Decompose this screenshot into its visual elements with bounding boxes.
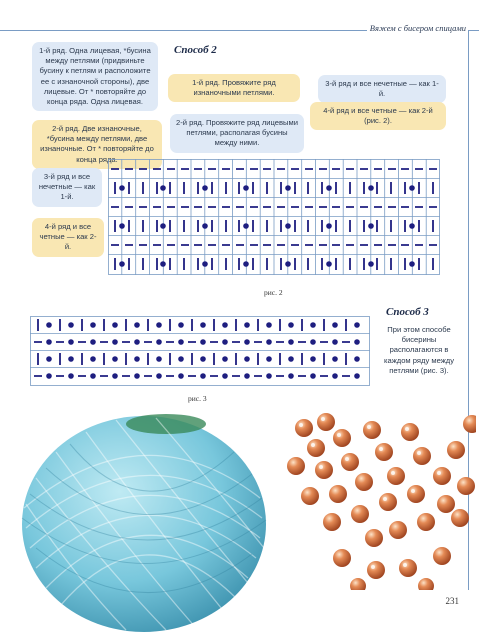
figure-2-caption: рис. 2 [264,288,283,297]
method2-row2: 2-й ряд. Провяжите ряд лицевыми петлями, располагая бусины между ними. [170,114,304,153]
note-row-2: 2-й ряд. Две изнаночные, *бусина между петлями, две изнаночные. От * повторяйте до конца ряда. [32,120,162,169]
yarn-ball-image [16,408,272,634]
grid-label-even: 4-й ряд и все четные — как 2-й. [32,218,104,257]
beads-image [276,410,476,590]
running-header: Вяжем с бисером спицами [367,23,469,33]
method2-row4: 4-й ряд и все четные — как 2-й (рис. 2). [310,102,446,130]
method2-row3: 3-й ряд и все нечетные — как 1-й. [318,75,446,103]
method2-row1: 1-й ряд. Провяжите ряд изнаночными петлями. [168,74,300,102]
note-row-1: 1-й ряд. Одна лицевая, *бусина между петлями (придвиньте бусину к петлям и расположите ее с изнаночной стороны), две лицевые. От * повторяйте до конца ряда. Одна лицевая. [32,42,158,111]
grid-label-odd: 3-й ряд и все нечетные — как 1-й. [32,168,102,207]
method3-heading: Способ 3 [386,306,429,318]
method2-heading: Способ 2 [174,44,217,56]
figure-2-grid [108,159,440,275]
figure-3-caption: рис. 3 [188,394,207,403]
figure-3-grid [30,316,370,386]
method3-text: При этом способе бисерины располагаются в каждом ряду между петлями (рис. 3). [383,325,455,375]
page-number: 231 [445,596,459,606]
